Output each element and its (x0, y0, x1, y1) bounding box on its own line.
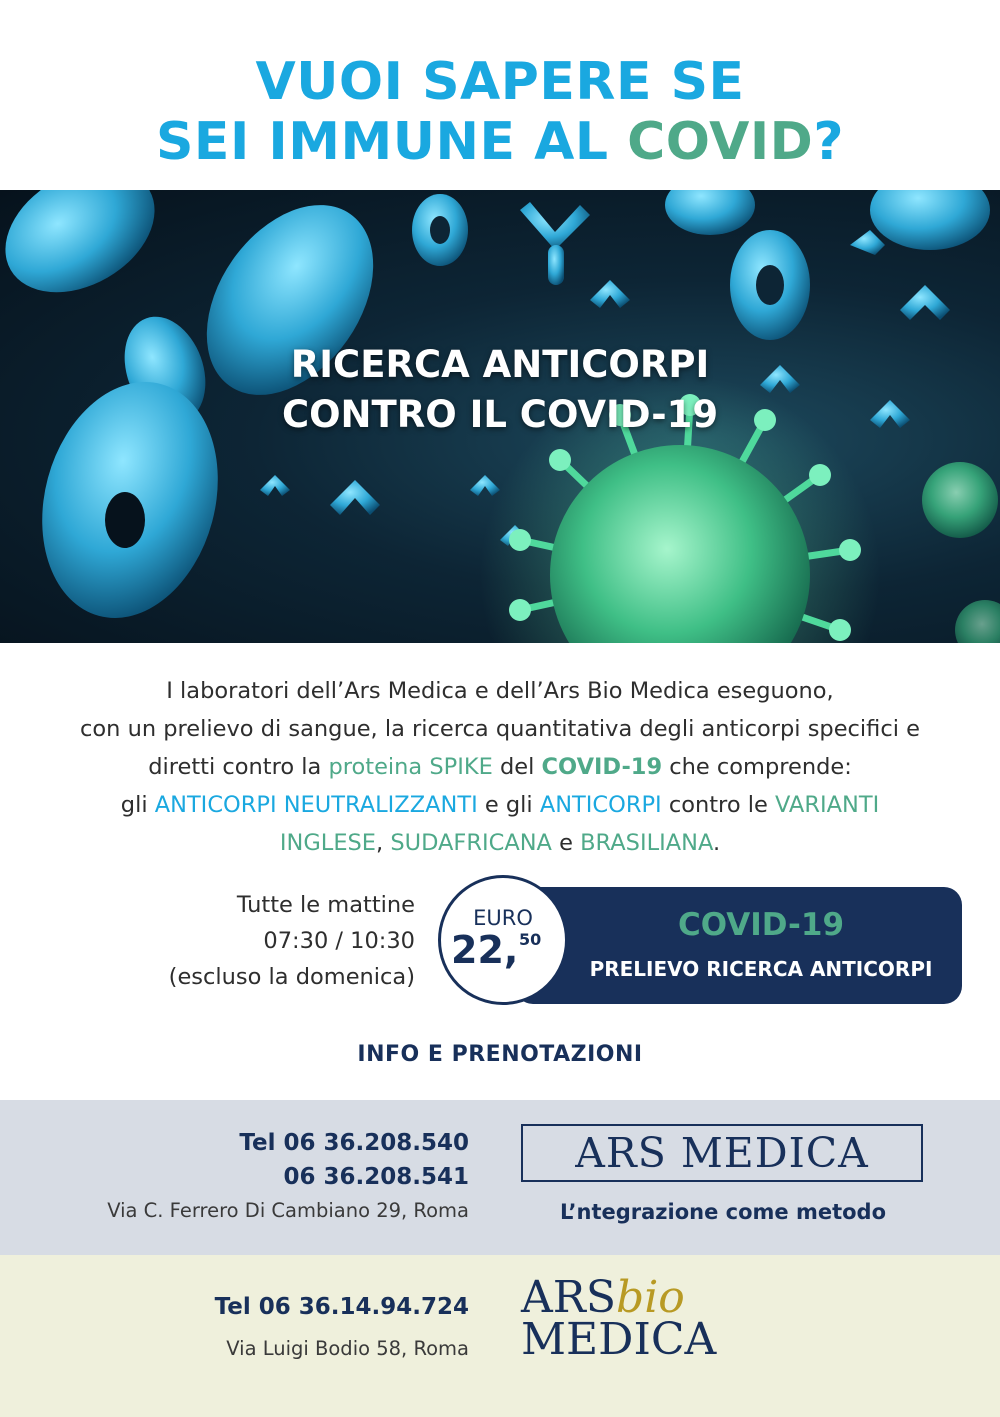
variant-brazilian: BRASILIANA (580, 830, 713, 856)
text-segment: . (712, 830, 721, 856)
proteina-spike-highlight: proteina SPIKE (328, 754, 493, 780)
schedule-info (60, 887, 415, 995)
location2-band (0, 1255, 1000, 1417)
text-segment: contro le (661, 792, 775, 818)
price-decimal: 50 (519, 930, 542, 949)
ars-medica-logo: ARS MEDICA (521, 1124, 923, 1182)
info-heading: INFO E PRENOTAZIONI (357, 1042, 643, 1067)
headline-covid-highlight: COVID (627, 112, 814, 172)
logo-bio-text: bio (616, 1272, 685, 1323)
headline-line2 (0, 112, 1000, 172)
antibodies-highlight: ANTICORPI (539, 792, 662, 818)
logo-medica-text: MEDICA (521, 1314, 717, 1365)
schedule-hours: 07:30 / 10:30 (263, 928, 415, 954)
ars-bio-medica-logo (521, 1272, 781, 1365)
service-banner (515, 887, 962, 1004)
ars-medica-tagline: L’ntegrazione come metodo (559, 1200, 887, 1224)
location1-phones (60, 1126, 469, 1194)
covid19-highlight: COVID-19 (541, 754, 663, 780)
text-segment: diretti contro la (148, 754, 329, 780)
hero-banner (0, 190, 1000, 643)
price-currency: EURO (473, 906, 533, 930)
description-line2: con un prelievo di sangue, la ricerca quantitativa degli anticorpi specifici e (80, 716, 920, 742)
service-subtitle: PRELIEVO RICERCA ANTICORPI (589, 957, 933, 981)
price-integer: 22, (451, 928, 519, 972)
text-segment: che comprende: (662, 754, 852, 780)
location1-phone1[interactable]: Tel 06 36.208.540 (239, 1130, 469, 1156)
schedule-days: Tutte le mattine (236, 892, 415, 918)
hero-title (0, 340, 1000, 440)
variant-south-african: SUDAFRICANA (390, 830, 552, 856)
headline-line2-prefix: SEI IMMUNE AL (155, 112, 628, 172)
location2-address: Via Luigi Bodio 58, Roma (226, 1337, 469, 1360)
location2-phone[interactable]: Tel 06 36.14.94.724 (214, 1294, 469, 1320)
description-line3 (40, 748, 960, 786)
description-line4 (40, 786, 960, 824)
location1-phone2[interactable]: 06 36.208.541 (283, 1164, 469, 1190)
schedule-exception: (escluso la domenica) (168, 964, 415, 990)
logo-ars-text: ARS (521, 1272, 617, 1323)
location1-address: Via C. Ferrero Di Cambiano 29, Roma (107, 1199, 469, 1222)
description-line5 (40, 824, 960, 862)
hero-title-line1: RICERCA ANTICORPI (290, 343, 710, 386)
headline-line1: VUOI SAPERE SE (255, 52, 745, 112)
headline (0, 52, 1000, 172)
headline-question-mark: ? (813, 112, 845, 172)
text-segment: e (551, 830, 581, 856)
text-segment: , (376, 830, 391, 856)
description-line1: I laboratori dell’Ars Medica e dell’Ars Bio Medica eseguono, (166, 678, 834, 704)
price-badge (438, 875, 568, 1005)
neutralizing-antibodies-highlight: ANTICORPI NEUTRALIZZANTI (154, 792, 478, 818)
description-paragraph (40, 672, 960, 862)
variant-english: INGLESE (279, 830, 377, 856)
text-segment: e gli (477, 792, 540, 818)
hero-title-line2: CONTRO IL COVID-19 (281, 393, 719, 436)
text-segment: gli (120, 792, 155, 818)
text-segment: del (492, 754, 542, 780)
service-title: COVID-19 (677, 907, 845, 943)
variants-highlight: VARIANTI (774, 792, 880, 818)
